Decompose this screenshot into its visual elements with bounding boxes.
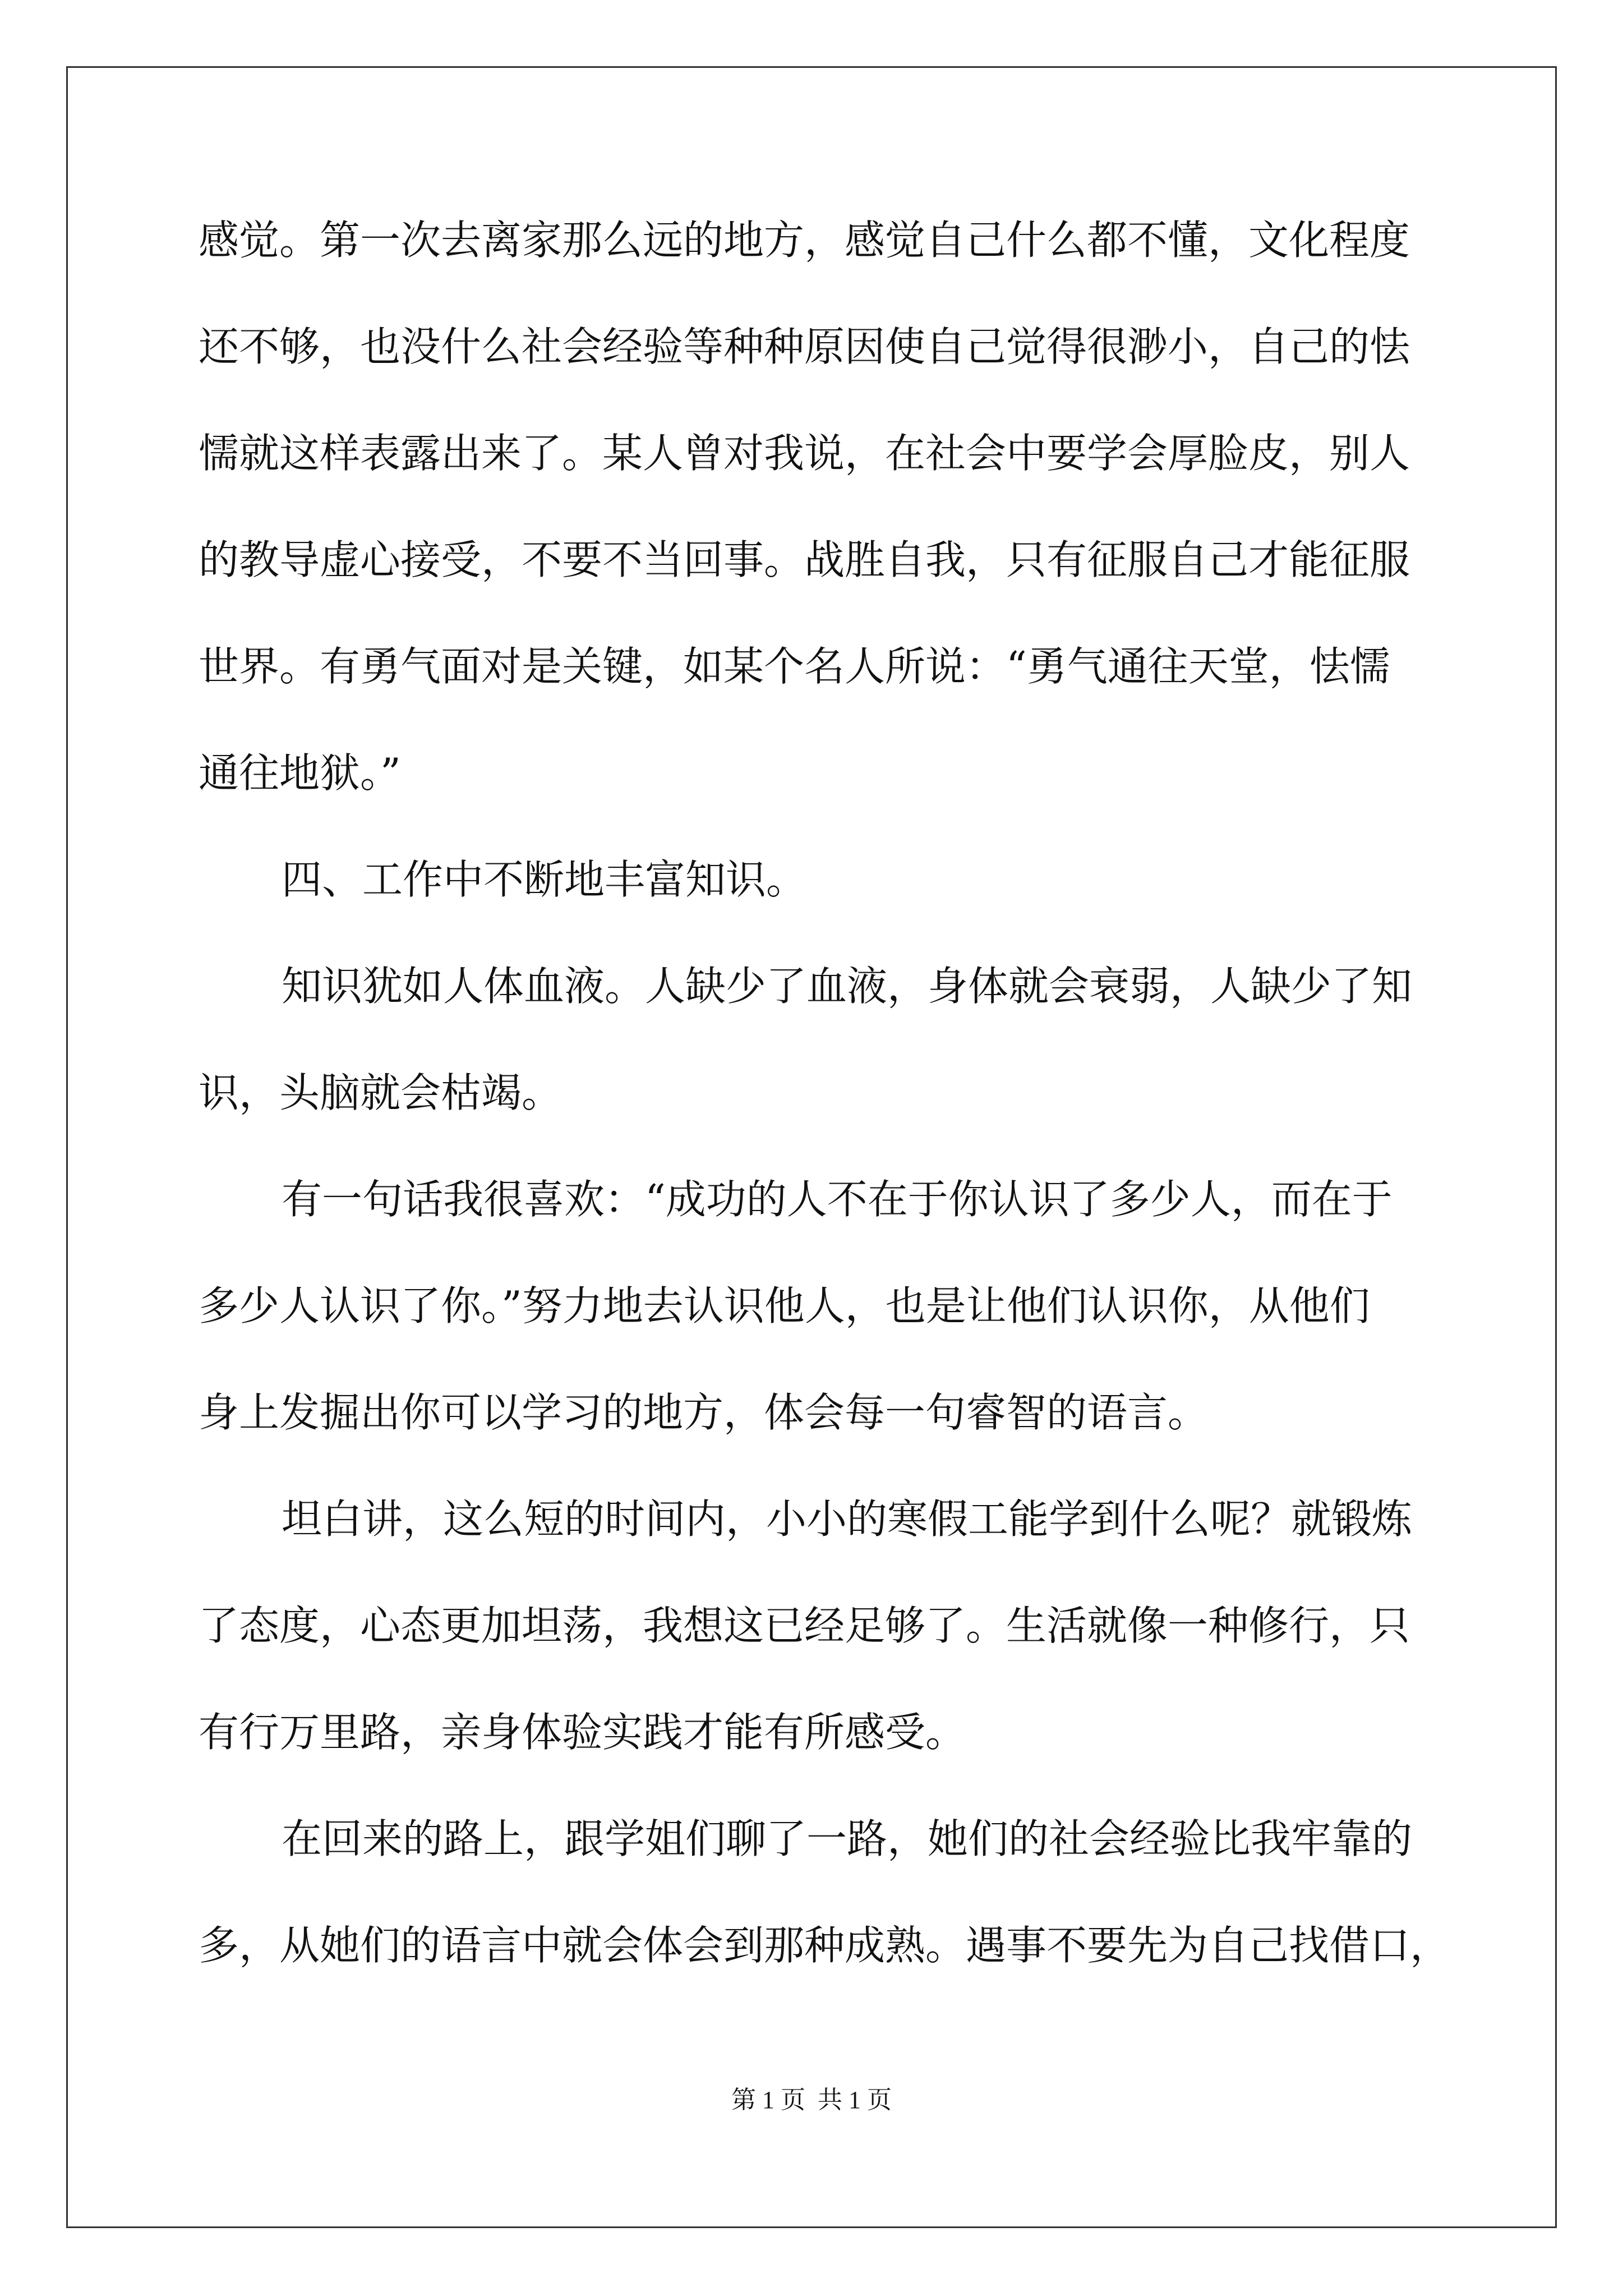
- text-line: 有行万里路，亲身体验实践才能有所感受。: [199, 1709, 966, 1756]
- text-line: 的教导虚心接受，不要不当回事。战胜自我，只有征服自己才能征服: [199, 536, 1410, 583]
- text-line: 感觉。第一次去离家那么远的地方，感觉自己什么都不懂，文化程度: [199, 217, 1410, 264]
- text-line: 有一句话我很喜欢：“成功的人不在于你认识了多少人，而在于: [282, 1176, 1393, 1223]
- text-line: 在回来的路上，跟学姐们聊了一路，她们的社会经验比我牢靠的: [282, 1815, 1413, 1862]
- section-heading: 四、工作中不断地丰富知识。: [282, 856, 807, 903]
- text-line: 通往地狱。”: [199, 749, 401, 797]
- text-line: 多少人认识了你。”努力地去认识他人，也是让他们认识你，从他们: [199, 1282, 1370, 1329]
- text-line: 多，从她们的语言中就会体会到那种成熟。遇事不要先为自己找借口，: [199, 1922, 1451, 1969]
- text-line: 身上发掘出你可以学习的地方，体会每一句睿智的语言。: [199, 1389, 1209, 1436]
- text-line: 了态度，心态更加坦荡，我想这已经足够了。生活就像一种修行，只: [199, 1602, 1410, 1649]
- text-line: 还不够，也没什么社会经验等种种原因使自己觉得很渺小，自己的怯: [199, 323, 1410, 370]
- text-line: 知识犹如人体血液。人缺少了血液，身体就会衰弱，人缺少了知: [282, 963, 1413, 1010]
- text-line: 坦白讲，这么短的时间内，小小的寒假工能学到什么呢？就锻炼: [282, 1496, 1413, 1543]
- page-footer: 第 1 页 共 1 页: [731, 2086, 892, 2114]
- text-line: 识，头脑就会枯竭。: [199, 1069, 562, 1116]
- text-line: 世界。有勇气面对是关键，如某个名人所说：“勇气通往天堂，怯懦: [199, 643, 1390, 690]
- text-line: 懦就这样表露出来了。某人曾对我说，在社会中要学会厚脸皮，别人: [199, 430, 1410, 477]
- page-border: [66, 66, 1557, 2228]
